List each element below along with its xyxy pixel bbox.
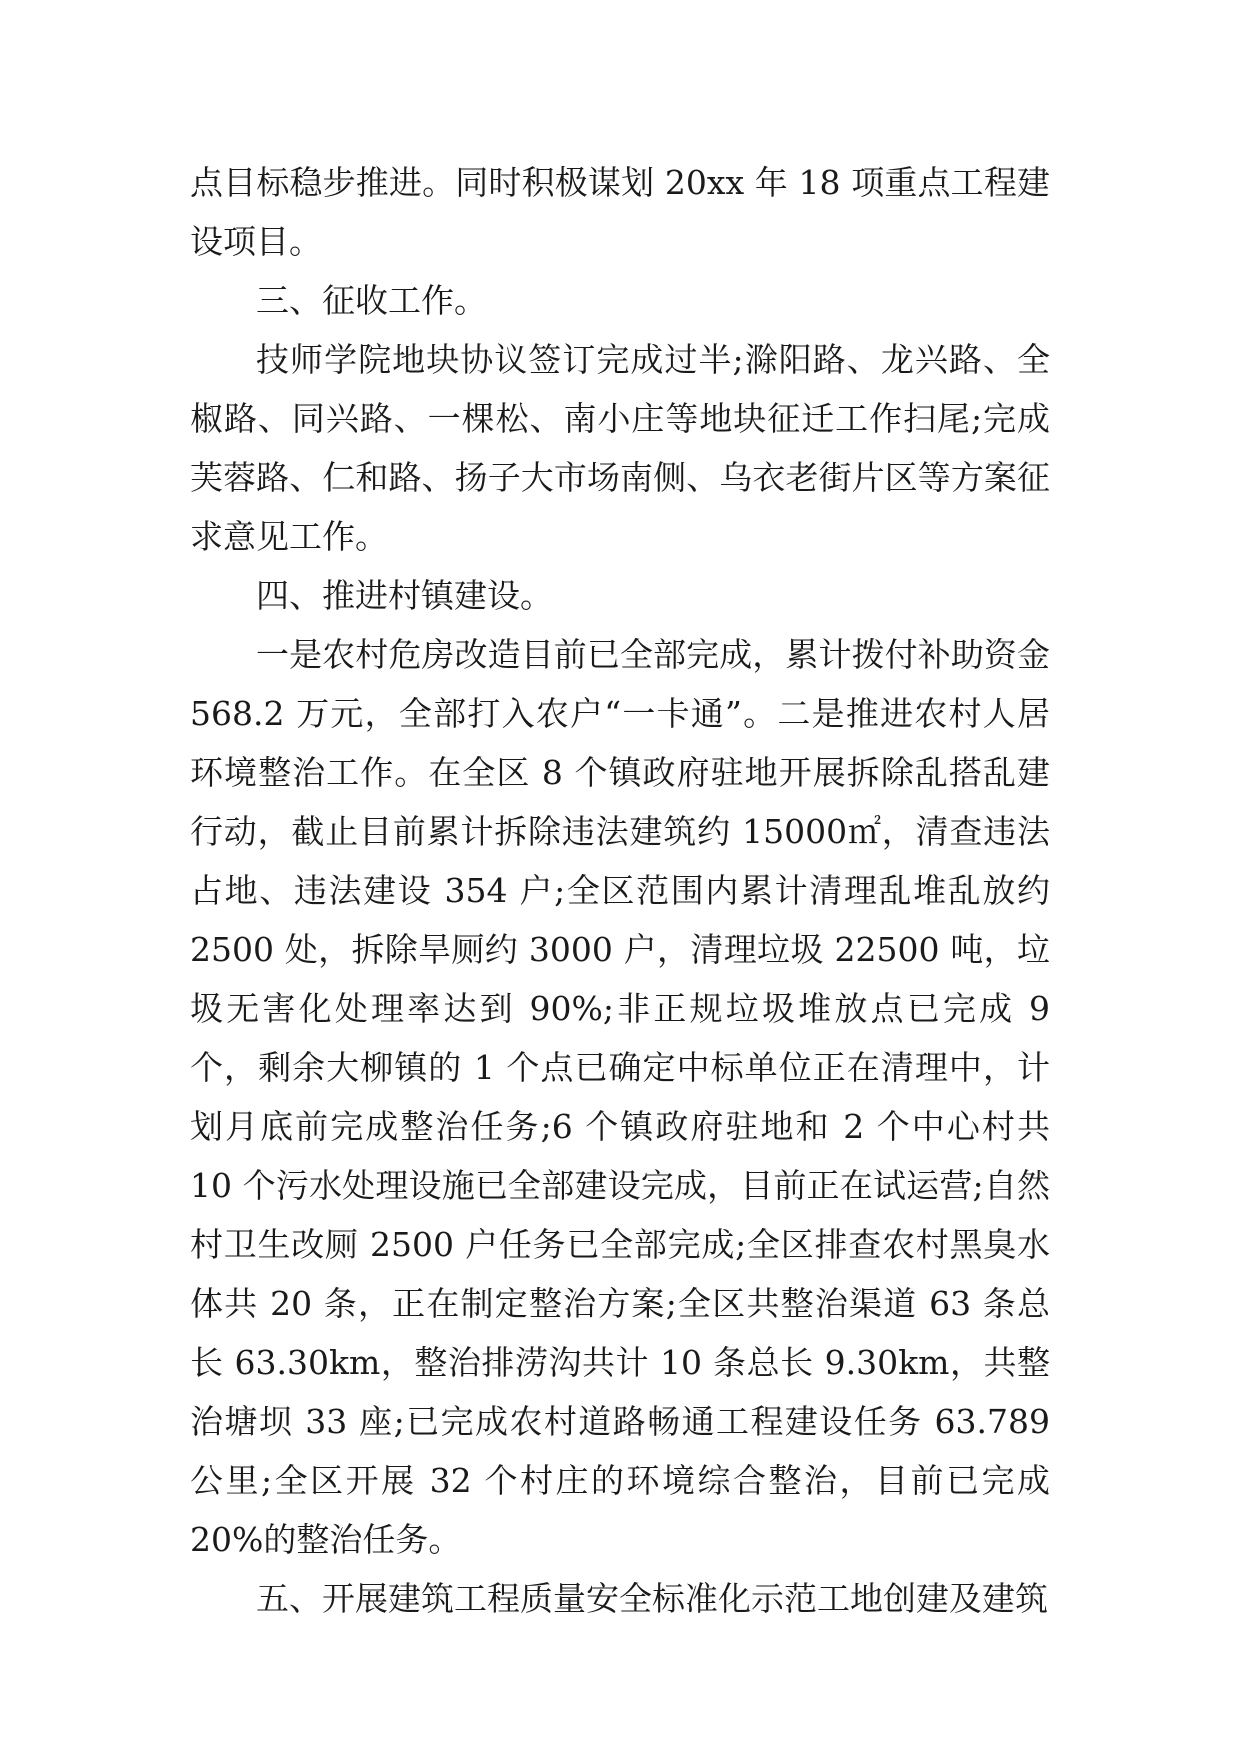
section-heading-village-construction: 四、推进村镇建设。 [256, 576, 553, 615]
document-body [190, 153, 1050, 1628]
section-heading-expropriation: 三、征收工作。 [256, 281, 487, 320]
paragraph-continuation: 点目标稳步推进。同时积极谋划 20xx 年 18 项重点工程建设项目。 [190, 163, 1050, 261]
section-heading-construction-safety: 五、开展建筑工程质量安全标准化示范工地创建及建筑 [256, 1579, 1048, 1618]
paragraph-expropriation: 技师学院地块协议签订完成过半;滁阳路、龙兴路、全椒路、同兴路、一棵松、南小庄等地块征迁工作扫尾;完成芙蓉路、仁和路、扬子大市场南侧、乌衣老街片区等方案征求意见工作。 [190, 340, 1050, 556]
paragraph-village-construction: 一是农村危房改造目前已全部完成，累计拨付补助资金 568.2 万元，全部打入农户“一卡通”。二是推进农村人居环境整治工作。在全区 8 个镇政府驻地开展拆除乱搭乱建行动，截止目前累计拆除违法建筑约 15000㎡，清查违法占地、违法建设 354 户;全区范围内累计清理乱堆乱放约 2500 处，拆除旱厕约 3000 户，清理垃圾 22500 吨，垃圾无害化处理率达到 90%;非正规垃圾堆放点已完成 9 个，剩余大柳镇的 1 个点已确定中标单位正在清理中，计划月底前完成整治任务;6 个镇政府驻地和 2 个中心村共 10 个污水处理设施已全部建设完成，目前正在试运营;自然村卫生改厕 2500 户任务已全部完成;全区排查农村黑臭水体共 20 条，正在制定整治方案;全区共整治渠道 63 条总长 63.30km，整治排涝沟共计 10 条总长 9.30km，共整治塘坝 33 座;已完成农村道路畅通工程建设任务 63.789 公里;全区开展 32 个村庄的环境综合整治，目前已完成 20%的整治任务。 [190, 635, 1050, 1559]
